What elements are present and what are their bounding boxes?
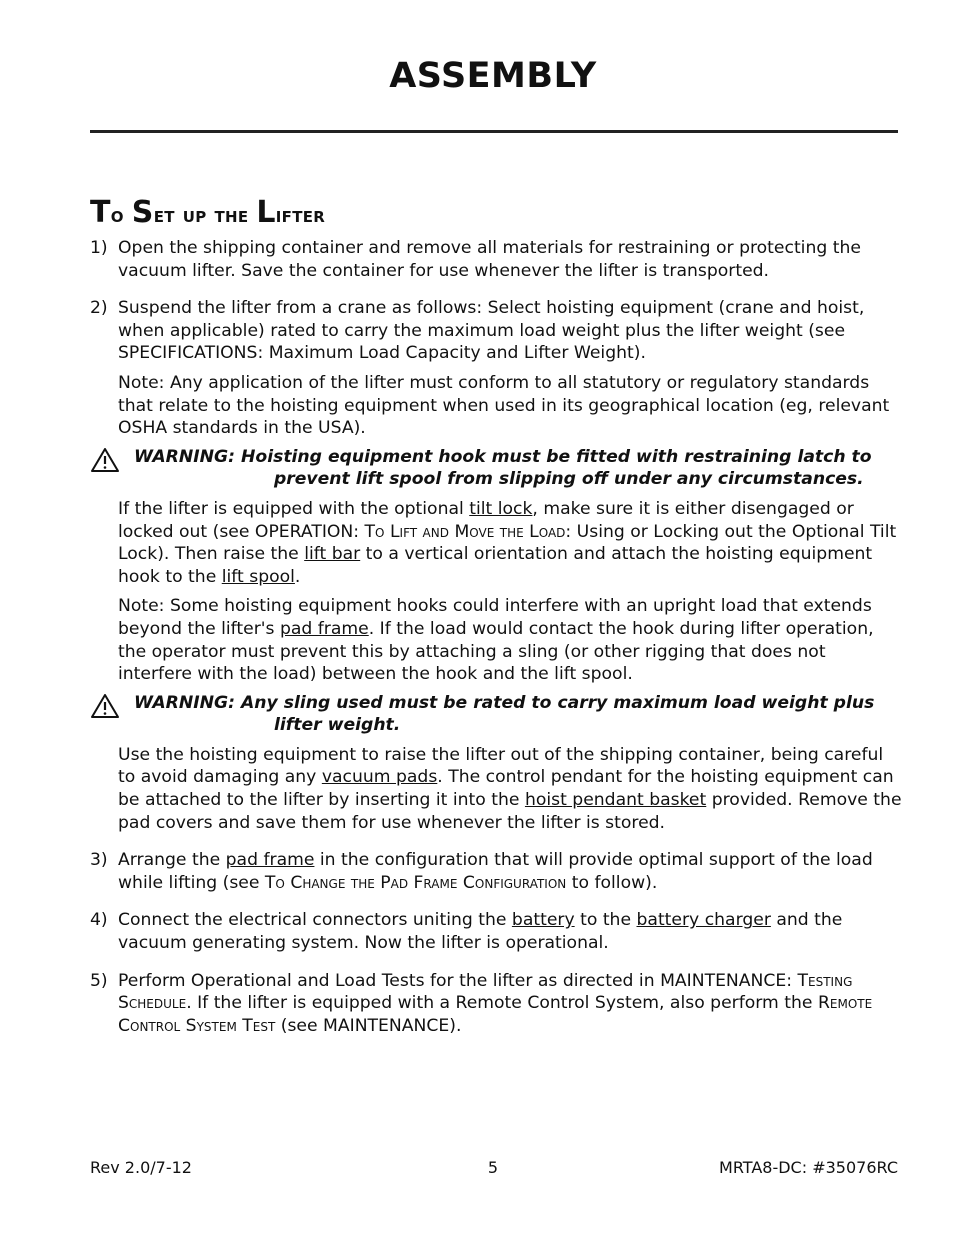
step-number: 1) <box>90 238 108 258</box>
step-number: 5) <box>90 970 108 991</box>
hoist-pendant-basket-term: hoist pendant basket <box>524 790 707 811</box>
title-divider <box>90 130 898 133</box>
step-paragraph: If the lifter is equipped with the optional tilt lock, make sure it is either disengaged or locked out (see OPERATION: To Lift and Move the Load: Using or Locking out the Optional Tilt Lock). Then raise the lift bar to a vertical orientation and attach the hoisting equipment hook to the lift spool. <box>118 498 897 587</box>
step-text: Suspend the lifter from a crane as follows: Select hoisting equipment (crane and hoist, when applicable) rated to carry the maximum load weight plus the lifter weight (see SPECIFICATIONS: Maximum Load Capacity and Lifter Weight). <box>118 298 865 364</box>
step-2-continued <box>90 491 902 686</box>
footer-page-number: 5 <box>487 1158 499 1177</box>
warning-text: WARNING: Any sling used must be rated to carry maximum load weight plus <box>134 692 875 713</box>
cross-reference: Testing Schedule <box>118 970 853 1014</box>
pad-frame-term: pad frame <box>225 850 315 871</box>
page-title: ASSEMBLY <box>389 56 597 96</box>
step-text: Connect the electrical connectors uniting the battery to the battery charger and the vacuum generating system. Now the lifter is operational. <box>118 910 843 954</box>
lift-spool-term: lift spool <box>221 566 295 587</box>
step-number: 3) <box>90 850 108 871</box>
warning-triangle-icon <box>90 692 134 737</box>
warning-2 <box>90 692 902 737</box>
step-3 <box>90 849 902 894</box>
step-1 <box>90 237 902 282</box>
step-number: 4) <box>90 910 108 931</box>
pad-frame-term: pad frame <box>279 618 369 639</box>
battery-charger-term: battery charger <box>636 910 771 931</box>
warning-text: WARNING: Hoisting equipment hook must be fitted with restraining latch to <box>134 446 872 467</box>
lift-bar-term: lift bar <box>304 544 361 565</box>
step-text: Arrange the pad frame in the configuration that will provide optimal support of the load while lifting (see To Change the Pad Frame Configuration to follow). <box>118 850 873 893</box>
step-2-final <box>90 737 902 834</box>
warning-1 <box>90 446 902 491</box>
footer-document-id: MRTA8-DC: #35076RC <box>719 1158 898 1177</box>
step-2 <box>90 297 902 440</box>
step-text: Open the shipping container and remove all materials for restraining or protecting the vacuum lifter. Save the container for use whenever the lifter is transported. <box>118 238 861 281</box>
section-heading: To Set up the Lifter <box>90 195 326 230</box>
cross-reference: To Lift and Move the Load <box>364 521 566 542</box>
warning-triangle-icon <box>90 446 134 491</box>
step-5 <box>90 970 902 1038</box>
cross-reference: To Change the Pad Frame Configuration <box>264 872 567 893</box>
note-paragraph: Note: Any application of the lifter must conform to all statutory or regulatory standards that relate to the hoisting equipment when used in its geographical location (eg, relevant OSHA standards in the USA). <box>118 372 890 439</box>
step-paragraph: Use the hoisting equipment to raise the lifter out of the shipping container, being careful to avoid damaging any vacuum pads. The control pendant for the hoisting equipment can be attached to the lifter by inserting it into the hoist pendant basket provided. Remove the pad covers and save them for use whenever the lifter is stored. <box>118 744 902 833</box>
cross-reference: Remote Control System Test <box>118 993 873 1036</box>
footer-revision: Rev 2.0/7-12 <box>90 1158 192 1177</box>
step-4 <box>90 909 902 954</box>
warning-text: prevent lift spool from slipping off under any circumstances. <box>274 469 864 490</box>
battery-term: battery <box>511 910 575 931</box>
note-paragraph: Note: Some hoisting equipment hooks could interfere with an upright load that extends beyond the lifter's pad frame. If the load would contact the hook during lifter operation, the operator must prevent this by attaching a sling (or other rigging that does not interfere with the load) between the hook and the lift spool. <box>118 596 874 685</box>
step-text: Perform Operational and Load Tests for the lifter as directed in MAINTENANCE: Testing Schedule. If the lifter is equipped with a Remote Control System, also perform the Remote Control System Test (see MAINTENANCE). <box>118 970 873 1036</box>
assembly-steps <box>90 237 902 1037</box>
tilt-lock-term: tilt lock <box>469 498 533 519</box>
step-number: 2) <box>90 298 108 319</box>
warning-text: lifter weight. <box>274 715 401 736</box>
vacuum-pads-term: vacuum pads <box>321 767 438 788</box>
